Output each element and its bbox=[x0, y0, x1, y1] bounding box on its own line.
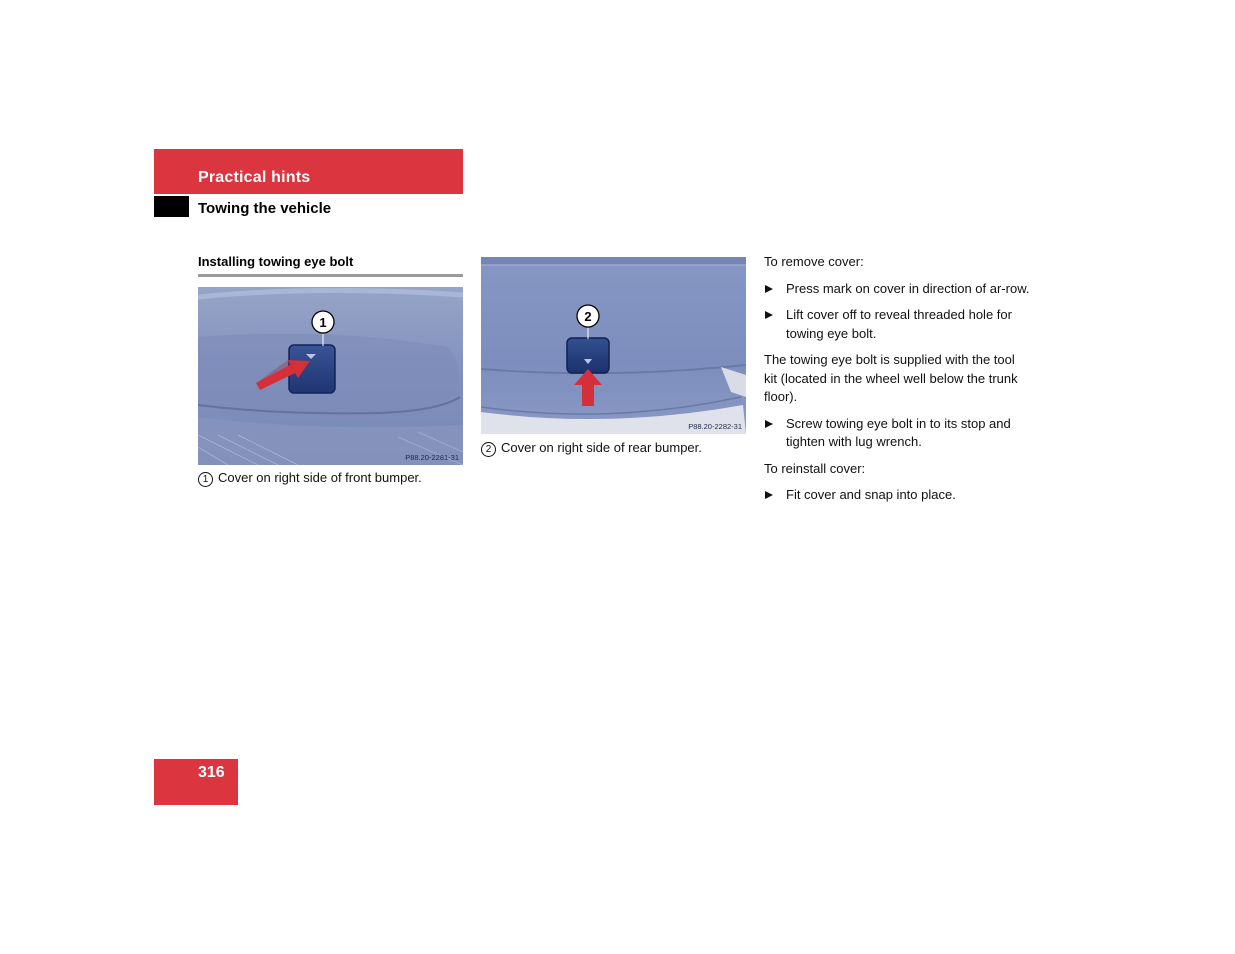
step-fit-cover bbox=[764, 486, 1030, 505]
section-title: Practical hints bbox=[198, 169, 311, 186]
tool-kit-info: The towing eye bolt is supplied with the tool kit (located in the wheel well below the trunk floor). bbox=[764, 352, 1018, 404]
section-heading: Installing towing eye bolt bbox=[198, 254, 463, 277]
page-number-box bbox=[154, 759, 238, 805]
bullet-arrow-icon bbox=[765, 285, 773, 293]
rear-bumper-image bbox=[481, 257, 746, 434]
caption-marker-2: 2 bbox=[481, 442, 496, 457]
image-code-2: P88.20-2282-31 bbox=[688, 422, 742, 431]
front-bumper-image bbox=[198, 287, 463, 465]
caption-text-2: Cover on right side of rear bumper. bbox=[501, 440, 702, 455]
bullet-arrow-icon bbox=[765, 491, 773, 499]
bullet-arrow-icon bbox=[765, 311, 773, 319]
bullet-arrow-icon bbox=[765, 420, 773, 428]
subsection-title: Towing the vehicle bbox=[198, 200, 332, 217]
rear-bumper-caption bbox=[481, 439, 702, 457]
caption-text-1: Cover on right side of front bumper. bbox=[218, 470, 422, 485]
remove-intro: To remove cover: bbox=[764, 254, 864, 269]
front-bumper-caption bbox=[198, 469, 422, 487]
caption-marker-1: 1 bbox=[198, 472, 213, 487]
step-text: Lift cover off to reveal threaded hole for towing eye bolt. bbox=[786, 307, 1012, 341]
step-text: Press mark on cover in direction of ar-row. bbox=[786, 280, 1030, 296]
subsection-marker bbox=[154, 196, 189, 217]
reinstall-intro: To reinstall cover: bbox=[764, 460, 866, 476]
step-text: Screw towing eye bolt in to its stop and tighten with lug wrench. bbox=[786, 415, 1011, 449]
figure-marker-2: 2 bbox=[584, 309, 592, 324]
step-lift-cover bbox=[764, 306, 1030, 343]
instructions-column bbox=[764, 253, 1030, 513]
step-press-mark bbox=[764, 280, 1030, 299]
image-code-1: P88.20-2281-31 bbox=[405, 453, 459, 462]
page-number: 316 bbox=[198, 764, 225, 781]
step-screw-bolt bbox=[764, 415, 1030, 452]
figure-marker-1: 1 bbox=[319, 315, 327, 330]
step-text: Fit cover and snap into place. bbox=[786, 487, 956, 502]
